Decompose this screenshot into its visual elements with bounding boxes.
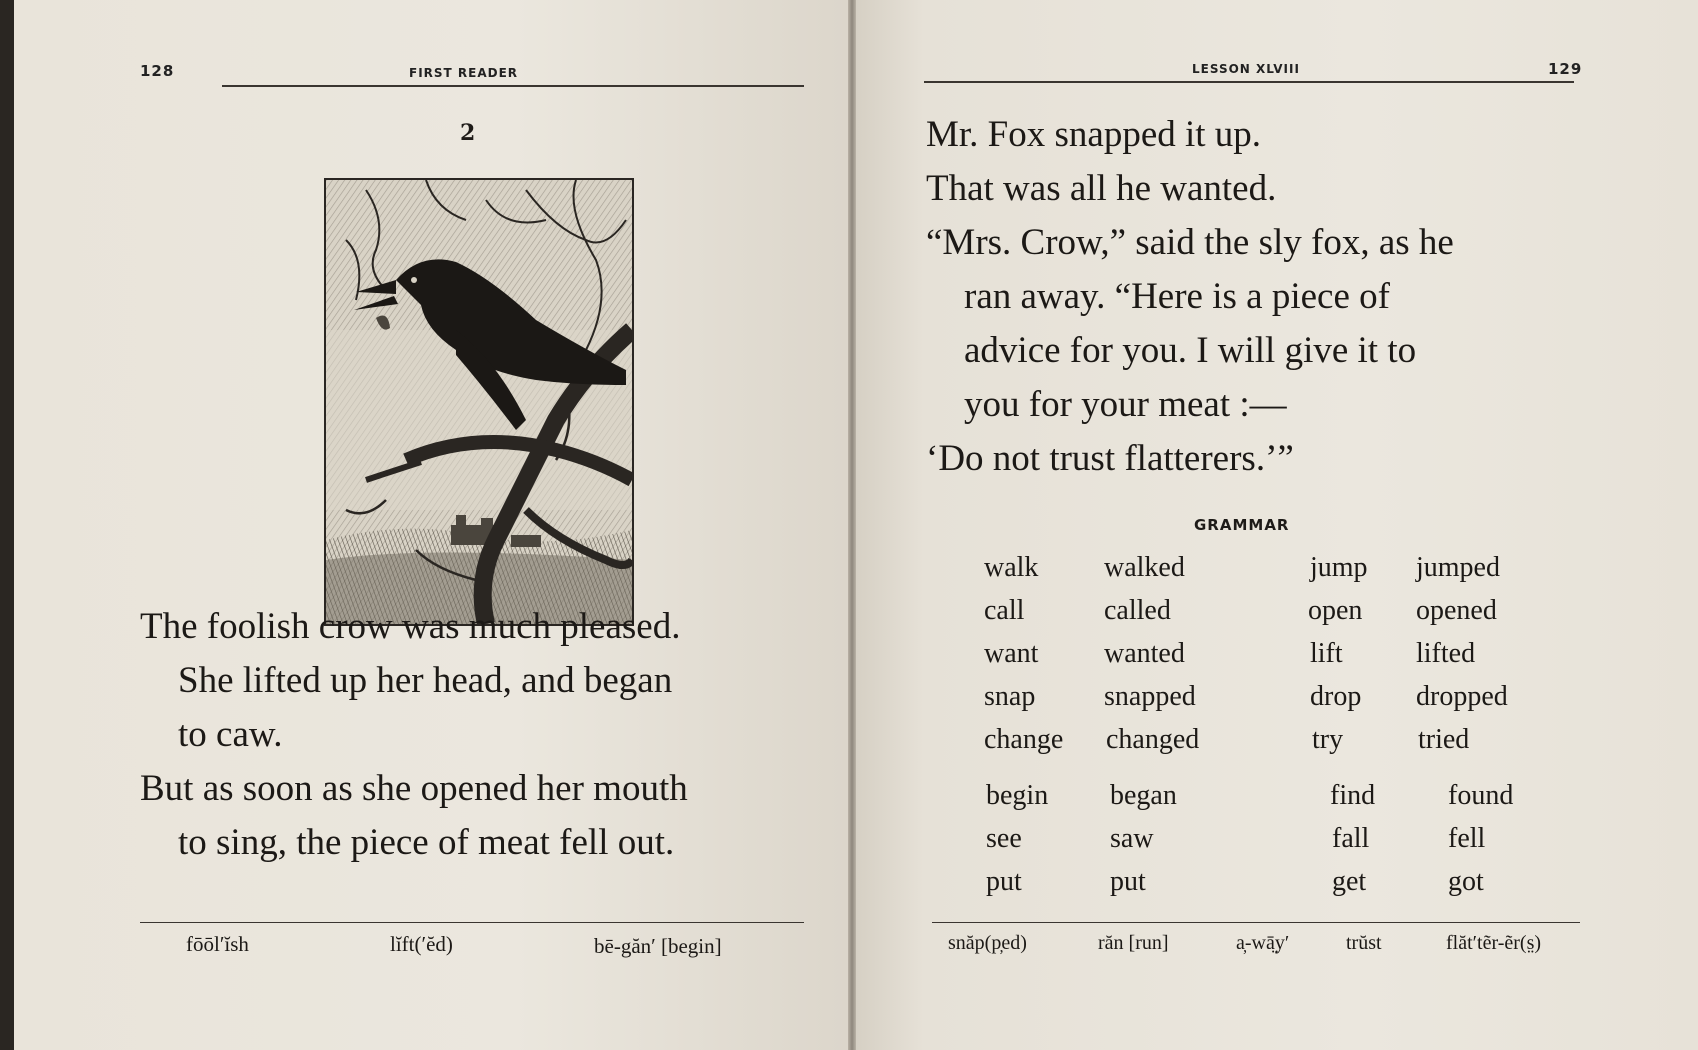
crow-on-branch-engraving-icon (326, 180, 632, 624)
grammar-word: jump (1310, 552, 1368, 583)
page-number-left: 128 (140, 62, 175, 80)
grammar-word: got (1448, 866, 1484, 897)
page-number-right: 129 (1548, 60, 1583, 78)
grammar-word: walked (1104, 552, 1185, 583)
grammar-word: want (984, 638, 1039, 669)
pronunciation-word: flăt′tẽr-ẽr(s̤) (1446, 932, 1542, 954)
right-page (856, 0, 1698, 1050)
body-line: ran away. “Here is a piece of (964, 276, 1390, 317)
left-page (14, 0, 848, 1050)
crow-illustration (324, 178, 634, 626)
grammar-word: saw (1110, 823, 1154, 854)
grammar-word: put (1110, 866, 1146, 897)
grammar-word: opened (1416, 595, 1497, 626)
grammar-word: fell (1448, 823, 1486, 854)
body-line: advice for you. I will give it to (964, 330, 1417, 371)
book-spread (14, 0, 1698, 1050)
grammar-word: wanted (1104, 638, 1185, 669)
grammar-word: tried (1418, 724, 1470, 755)
pronunciation-word: fōōl′ĭsh (186, 932, 249, 956)
body-line: you for your meat :— (964, 384, 1287, 425)
grammar-word: see (986, 823, 1022, 854)
body-line: “Mrs. Crow,” said the sly fox, as he (926, 222, 1454, 263)
book-gutter (848, 0, 856, 1050)
grammar-word: snapped (1104, 681, 1196, 712)
header-rule-left (222, 85, 804, 87)
pronunciation-rule-right (932, 922, 1580, 923)
header-rule-right (924, 81, 1574, 83)
grammar-word: get (1332, 866, 1367, 897)
left-body-text (140, 600, 802, 870)
grammar-word: began (1110, 780, 1177, 811)
grammar-word: changed (1106, 724, 1200, 755)
grammar-word: jumped (1416, 552, 1500, 583)
grammar-word: found (1448, 780, 1514, 811)
grammar-word: dropped (1416, 681, 1508, 712)
grammar-word: try (1312, 724, 1344, 755)
grammar-word: put (986, 866, 1022, 897)
body-line: to caw. (178, 714, 283, 755)
grammar-word: walk (984, 552, 1039, 583)
pronunciation-word: lĭft(′ĕd) (390, 932, 453, 956)
pronunciation-word: bē-găn′ [begin] (594, 934, 722, 958)
body-line: ‘Do not trust flatterers.’” (926, 438, 1294, 479)
grammar-title: GRAMMAR (1194, 516, 1290, 534)
body-line: But as soon as she opened her mouth (140, 768, 688, 809)
body-line: to sing, the piece of meat fell out. (178, 822, 675, 863)
grammar-word: drop (1310, 681, 1362, 712)
right-body-text (926, 108, 1576, 486)
pronunciation-word: răn [run] (1098, 932, 1169, 954)
running-head-left: FIRST READER (409, 66, 519, 80)
body-line: The foolish crow was much pleased. (140, 606, 681, 647)
pronunciation-word: snăp(p̦ed) (948, 932, 1027, 954)
running-head-right: LESSON XLVIII (1192, 62, 1300, 76)
body-line: Mr. Fox snapped it up. (926, 114, 1262, 155)
section-number: 2 (460, 120, 476, 146)
grammar-word: fall (1332, 823, 1370, 854)
grammar-word: lift (1310, 638, 1343, 669)
grammar-word: called (1104, 595, 1171, 626)
grammar-word: find (1330, 780, 1376, 811)
grammar-word: call (984, 595, 1025, 626)
grammar-word: change (984, 724, 1064, 755)
pronunciation-rule-left (140, 922, 804, 923)
grammar-word: begin (986, 780, 1049, 811)
pronunciation-word: trŭst (1346, 932, 1382, 954)
body-line: She lifted up her head, and began (178, 660, 673, 701)
grammar-word: lifted (1416, 638, 1476, 669)
grammar-word: open (1308, 595, 1363, 626)
grammar-word: snap (984, 681, 1036, 712)
body-line: That was all he wanted. (926, 168, 1277, 209)
pronunciation-word: a̦-wā̤y′ (1236, 932, 1290, 954)
